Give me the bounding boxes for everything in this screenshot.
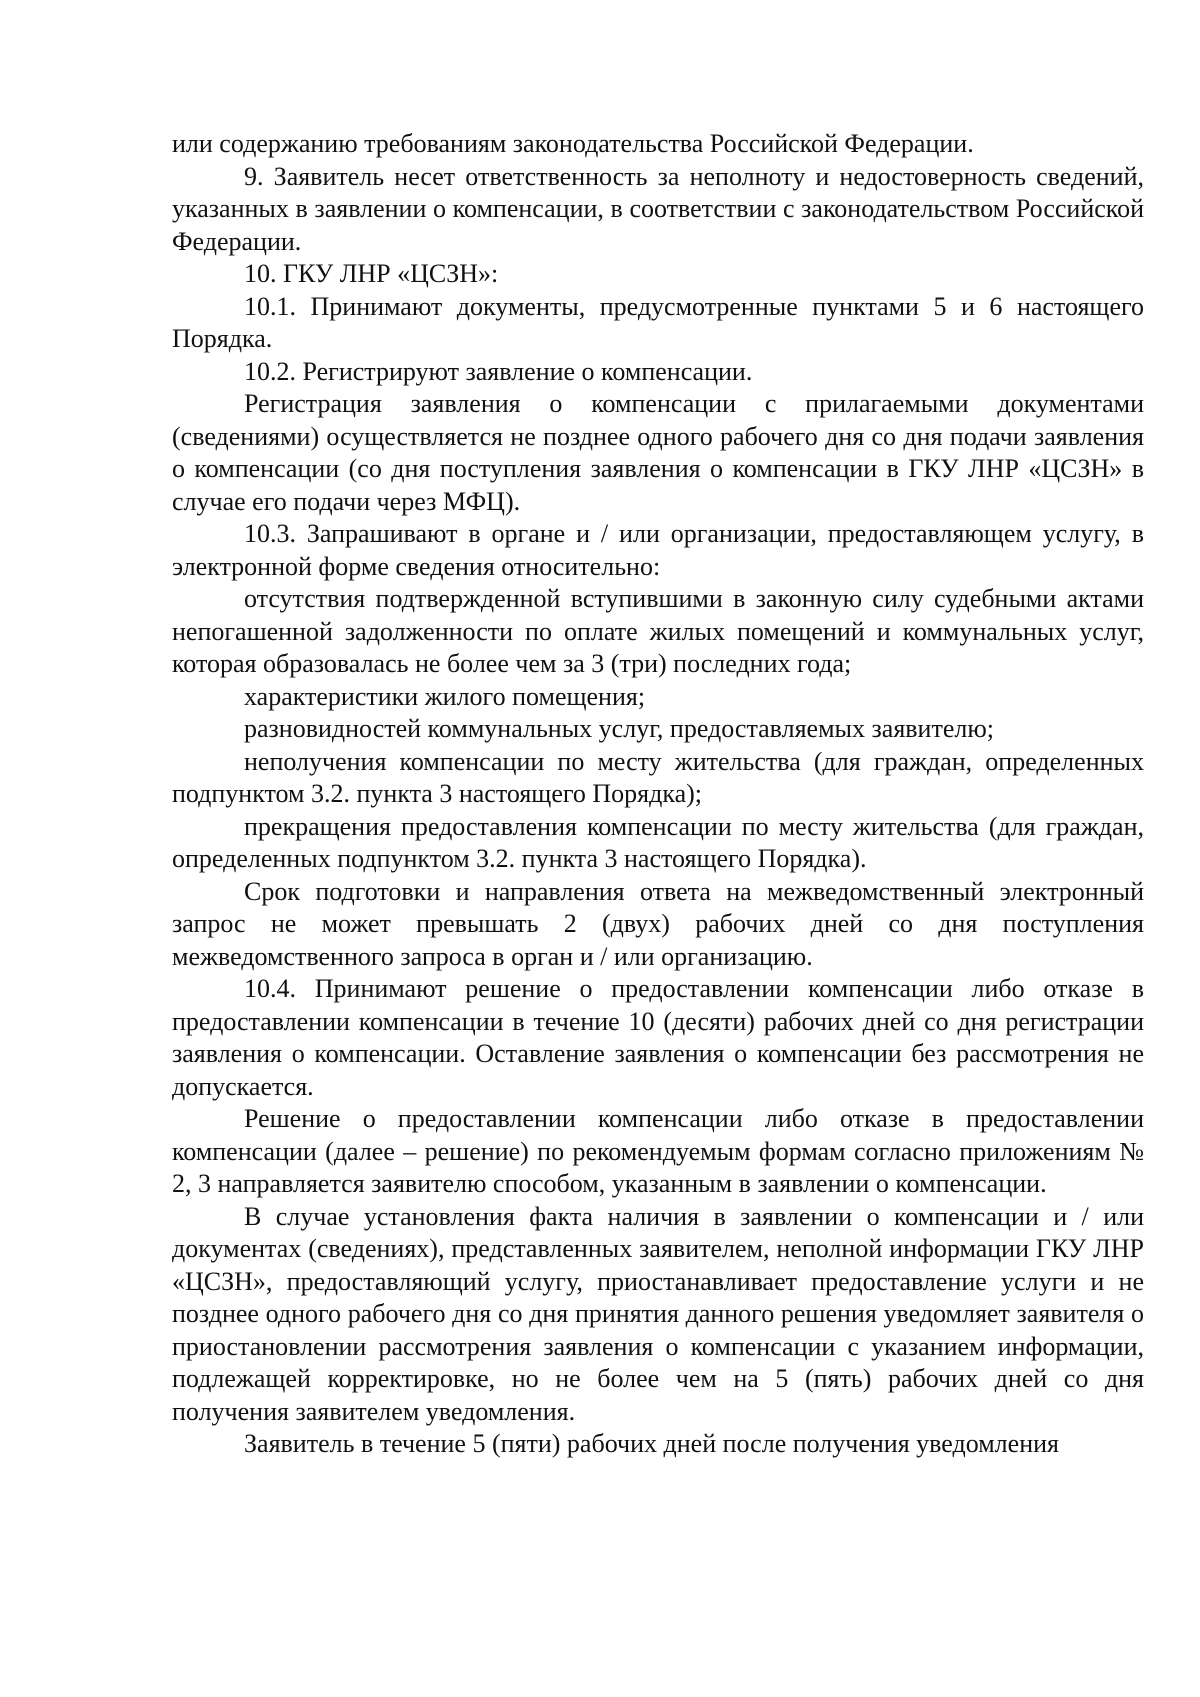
document-body (172, 128, 1144, 1461)
paragraph-continuation: или содержанию требованиям законодательства Российской Федерации. (172, 129, 974, 158)
paragraph-termination: прекращения предоставления компенсации по месту жительства (для граждан, определенных подпунктом 3.2. пункта 3 настоящего Порядка). (172, 811, 1144, 873)
paragraph-item-10-3: 10.3. Запрашивают в органе и / или организации, предоставляющем услугу, в электронной форме сведения относительно: (172, 519, 1144, 581)
paragraph-non-receipt: неполучения компенсации по месту жительства (для граждан, определенных подпунктом 3.2. пункта 3 настоящего Порядка); (172, 746, 1144, 808)
paragraph-suspension: В случае установления факта наличия в заявлении о компенсации и / или документах (сведениях), представленных заявителем, неполной информации ГКУ ЛНР «ЦСЗН», предоставляющий услугу, приостанавливает предоставление услуги и не позднее одного рабочего дня со дня принятия данного решения уведомляет заявителя о приостановлении рассмотрения заявления о компенсации с указанием информации, подлежащей корректировке, но не более чем на 5 (пять) рабочих дней со дня получения заявителем уведомления. (172, 1201, 1144, 1426)
paragraph-response-term: Срок подготовки и направления ответа на межведомственный электронный запрос не может превышать 2 (двух) рабочих дней со дня поступления межведомственного запроса в орган и / или организацию. (172, 876, 1144, 971)
paragraph-item-10-4: 10.4. Принимают решение о предоставлении компенсации либо отказе в предоставлении компенсации в течение 10 (десяти) рабочих дней со дня регистрации заявления о компенсации. Оставление заявления о компенсации без рассмотрения не допускается. (172, 974, 1144, 1101)
paragraph-housing-characteristics: характеристики жилого помещения; (244, 681, 646, 711)
paragraph-item-9: 9. Заявитель несет ответственность за неполноту и недостоверность сведений, указанных в заявлении о компенсации, в соответствии с законодательством Российской Федерации. (172, 161, 1144, 256)
paragraph-item-10-1: 10.1. Принимают документы, предусмотренные пунктами 5 и 6 настоящего Порядка. (172, 291, 1144, 353)
paragraph-item-10: 10. ГКУ ЛНР «ЦСЗН»: (244, 259, 499, 288)
paragraph-debt-absence: отсутствия подтвержденной вступившими в законную силу судебными актами непогашенной задолженности по оплате жилых помещений и коммунальных услуг, которая образовалась не более чем за 3 (три) последних года; (172, 584, 1144, 678)
paragraph-utility-types: разновидностей коммунальных услуг, предоставляемых заявителю; (244, 714, 994, 743)
paragraph-applicant-period: Заявитель в течение 5 (пяти) рабочих дней после получения уведомления (244, 1429, 1059, 1458)
paragraph-item-10-2: 10.2. Регистрируют заявление о компенсации. (244, 356, 753, 386)
paragraph-registration: Регистрация заявления о компенсации с прилагаемыми документами (сведениями) осуществляется не позднее одного рабочего дня со дня подачи заявления о компенсации (со дня поступления заявления о компенсации в ГКУ ЛНР «ЦСЗН» в случае его подачи через МФЦ). (172, 389, 1144, 516)
paragraph-decision: Решение о предоставлении компенсации либо отказе в предоставлении компенсации (далее – решение) по рекомендуемым формам согласно приложениям № 2, 3 направляется заявителю способом, указанным в заявлении о компенсации. (172, 1104, 1144, 1198)
